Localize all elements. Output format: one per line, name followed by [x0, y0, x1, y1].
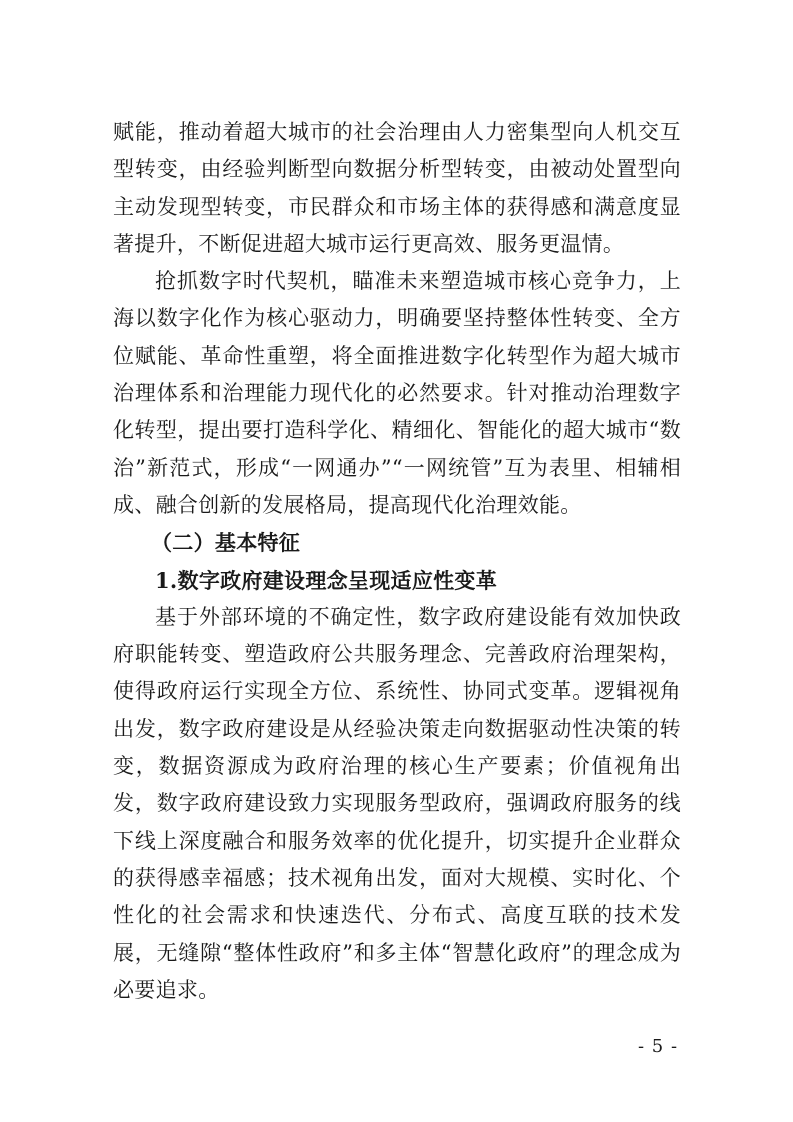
section-heading-basic-features: （二）基本特征: [151, 530, 301, 556]
paragraph-continuation: 赋能，推动着超大城市的社会治理由人力密集型向人机交互型转变，由经验判断型向数据分析型转变，由被动处置型向主动发现型转变，市民群众和市场主体的获得感和满意度显著提升，不断促进超大城市运行更高效、服务更温情。: [113, 120, 681, 256]
document-body: [113, 114, 681, 1009]
paragraph-adaptive-reform: 基于外部环境的不确定性，数字政府建设能有效加快政府职能转变、塑造政府公共服务理念、完善政府治理架构，使得政府运行实现全方位、系统性、协同式变革。逻辑视角出发，数字政府建设是从经验决策走向数据驱动性决策的转变，数据资源成为政府治理的核心生产要素；价值视角出发，数字政府建设致力实现服务型政府，强调政府服务的线下线上深度融合和服务效率的优化提升，切实提升企业群众的获得感幸福感；技术视角出发，面对大规模、实时化、个性化的社会需求和快速迭代、分布式、高度互联的技术发展，无缝隙“整体性政府”和多主体“智慧化政府”的理念成为必要追求。: [113, 604, 681, 1002]
paragraph-digital-era: 抢抓数字时代契机，瞄准未来塑造城市核心竞争力，上海以数字化作为核心驱动力，明确要坚持整体性转变、全方位赋能、革命性重塑，将全面推进数字化转型作为超大城市治理体系和治理能力现代化的必然要求。针对推动治理数字化转型，提出要打造科学化、精细化、智能化的超大城市“数治”新范式，形成“一网通办”“一网统管”互为表里、相辅相成、融合创新的发展格局，提高现代化治理效能。: [113, 269, 681, 517]
page-number: - 5 -: [638, 1036, 679, 1057]
subsection-heading-1: 1.数字政府建设理念呈现适应性变革: [155, 567, 498, 593]
